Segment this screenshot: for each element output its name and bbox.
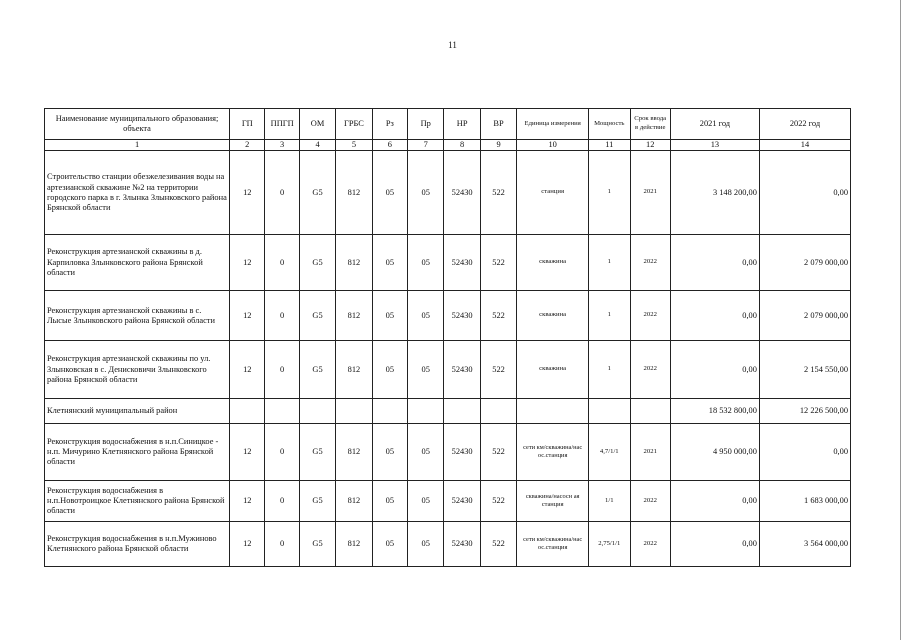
unit-cell: скважина/насосн ая станция	[517, 481, 589, 522]
amount-2021-cell: 0,00	[670, 235, 759, 291]
pr-cell: 05	[408, 341, 444, 399]
object-name: Строительство станции обезжелезивания воды на артезианской скважине №2 на территории городского парка в г. Злынка Злынковского района Брянской области	[45, 151, 230, 235]
pr-cell: 05	[408, 522, 444, 567]
header-nr: НР	[444, 109, 480, 140]
table-header-row	[45, 109, 851, 140]
grbs-cell: 812	[336, 341, 372, 399]
amount-2021-cell: 0,00	[670, 481, 759, 522]
vr-cell	[480, 399, 516, 424]
gp-cell: 12	[230, 291, 265, 341]
ppgp-cell: 0	[265, 424, 299, 481]
capacity-cell: 1/1	[589, 481, 630, 522]
column-number: 3	[265, 140, 299, 151]
nr-cell: 52430	[444, 424, 480, 481]
unit-cell: сети км/скважина/нас ос.станция	[517, 522, 589, 567]
amount-2021-cell: 0,00	[670, 341, 759, 399]
amount-2022-cell: 12 226 500,00	[759, 399, 850, 424]
amount-2022-cell: 2 079 000,00	[759, 235, 850, 291]
nr-cell: 52430	[444, 481, 480, 522]
om-cell: G5	[299, 235, 335, 291]
rz-cell: 05	[372, 341, 407, 399]
rz-cell: 05	[372, 424, 407, 481]
om-cell: G5	[299, 341, 335, 399]
grbs-cell: 812	[336, 481, 372, 522]
unit-cell: скважина	[517, 341, 589, 399]
column-number: 10	[517, 140, 589, 151]
header-capacity: Мощность	[589, 109, 630, 140]
vr-cell: 522	[480, 235, 516, 291]
unit-cell: скважина	[517, 235, 589, 291]
ppgp-cell: 0	[265, 291, 299, 341]
amount-2022-cell: 3 564 000,00	[759, 522, 850, 567]
column-number: 4	[299, 140, 335, 151]
district-name: Клетнянский муниципальный район	[45, 399, 230, 424]
pr-cell	[408, 399, 444, 424]
rz-cell: 05	[372, 291, 407, 341]
gp-cell: 12	[230, 481, 265, 522]
ppgp-cell: 0	[265, 481, 299, 522]
amount-2021-cell: 18 532 800,00	[670, 399, 759, 424]
om-cell: G5	[299, 424, 335, 481]
table-row	[45, 235, 851, 291]
unit-cell: скважина	[517, 291, 589, 341]
header-deadline: Срок ввода в действие	[630, 109, 670, 140]
ppgp-cell: 0	[265, 151, 299, 235]
table-row	[45, 341, 851, 399]
amount-2022-cell: 2 079 000,00	[759, 291, 850, 341]
object-name: Реконструкция водоснабжения в н.п.Мужиново Клетнянского района Брянской области	[45, 522, 230, 567]
column-number: 9	[480, 140, 516, 151]
vr-cell: 522	[480, 151, 516, 235]
object-name: Реконструкция артезианской скважины в д. Карпиловка Злынковского района Брянской области	[45, 235, 230, 291]
nr-cell: 52430	[444, 235, 480, 291]
column-number: 1	[45, 140, 230, 151]
budget-table	[44, 108, 851, 567]
amount-2021-cell: 0,00	[670, 522, 759, 567]
object-name: Реконструкция водоснабжения в н.п.Новотроицкое Клетнянского района Брянской области	[45, 481, 230, 522]
column-number: 13	[670, 140, 759, 151]
capacity-cell: 1	[589, 341, 630, 399]
ppgp-cell: 0	[265, 341, 299, 399]
header-name: Наименование муниципального образования; объекта	[45, 109, 230, 140]
amount-2022-cell: 2 154 550,00	[759, 341, 850, 399]
header-gp: ГП	[230, 109, 265, 140]
rz-cell	[372, 399, 407, 424]
vr-cell: 522	[480, 522, 516, 567]
grbs-cell: 812	[336, 424, 372, 481]
column-number: 8	[444, 140, 480, 151]
pr-cell: 05	[408, 151, 444, 235]
pr-cell: 05	[408, 481, 444, 522]
column-number-row	[45, 140, 851, 151]
capacity-cell: 1	[589, 151, 630, 235]
header-2021: 2021 год	[670, 109, 759, 140]
om-cell: G5	[299, 151, 335, 235]
table-row	[45, 481, 851, 522]
deadline-cell: 2022	[630, 235, 670, 291]
nr-cell	[444, 399, 480, 424]
amount-2021-cell: 4 950 000,00	[670, 424, 759, 481]
capacity-cell: 1	[589, 235, 630, 291]
grbs-cell: 812	[336, 151, 372, 235]
table-row	[45, 151, 851, 235]
om-cell: G5	[299, 291, 335, 341]
vr-cell: 522	[480, 481, 516, 522]
grbs-cell: 812	[336, 291, 372, 341]
column-number: 6	[372, 140, 407, 151]
rz-cell: 05	[372, 522, 407, 567]
vr-cell: 522	[480, 341, 516, 399]
amount-2022-cell: 0,00	[759, 151, 850, 235]
pr-cell: 05	[408, 291, 444, 341]
nr-cell: 52430	[444, 341, 480, 399]
header-om: ОМ	[299, 109, 335, 140]
table-row	[45, 522, 851, 567]
deadline-cell: 2021	[630, 151, 670, 235]
column-number: 12	[630, 140, 670, 151]
pr-cell: 05	[408, 235, 444, 291]
scan-edge-line	[900, 0, 901, 640]
gp-cell: 12	[230, 522, 265, 567]
table-row	[45, 424, 851, 481]
header-vr: ВР	[480, 109, 516, 140]
deadline-cell: 2022	[630, 481, 670, 522]
gp-cell: 12	[230, 424, 265, 481]
nr-cell: 52430	[444, 151, 480, 235]
deadline-cell: 2022	[630, 291, 670, 341]
vr-cell: 522	[480, 424, 516, 481]
capacity-cell	[589, 399, 630, 424]
deadline-cell: 2022	[630, 341, 670, 399]
capacity-cell: 4,7/1/1	[589, 424, 630, 481]
om-cell	[299, 399, 335, 424]
amount-2021-cell: 0,00	[670, 291, 759, 341]
deadline-cell: 2022	[630, 522, 670, 567]
vr-cell: 522	[480, 291, 516, 341]
object-name: Реконструкция артезианской скважины по ул. Злынковская в с. Денисковичи Злынковского района Брянской области	[45, 341, 230, 399]
district-total-row	[45, 399, 851, 424]
om-cell: G5	[299, 481, 335, 522]
gp-cell: 12	[230, 151, 265, 235]
table-row	[45, 291, 851, 341]
amount-2022-cell: 1 683 000,00	[759, 481, 850, 522]
page-number: 11	[448, 40, 457, 50]
rz-cell: 05	[372, 151, 407, 235]
capacity-cell: 1	[589, 291, 630, 341]
grbs-cell: 812	[336, 235, 372, 291]
deadline-cell: 2021	[630, 424, 670, 481]
column-number: 5	[336, 140, 372, 151]
gp-cell	[230, 399, 265, 424]
header-ppgp: ППГП	[265, 109, 299, 140]
amount-2021-cell: 3 148 200,00	[670, 151, 759, 235]
unit-cell	[517, 399, 589, 424]
rz-cell: 05	[372, 481, 407, 522]
pr-cell: 05	[408, 424, 444, 481]
header-pr: Пр	[408, 109, 444, 140]
ppgp-cell: 0	[265, 235, 299, 291]
header-grbs: ГРБС	[336, 109, 372, 140]
capacity-cell: 2,75/1/1	[589, 522, 630, 567]
rz-cell: 05	[372, 235, 407, 291]
gp-cell: 12	[230, 341, 265, 399]
unit-cell: сети км/скважина/нас ос.станция	[517, 424, 589, 481]
deadline-cell	[630, 399, 670, 424]
header-unit: Единица измерения	[517, 109, 589, 140]
nr-cell: 52430	[444, 291, 480, 341]
object-name: Реконструкция артезианской скважины в с. Лысые Злынковского района Брянской области	[45, 291, 230, 341]
grbs-cell: 812	[336, 522, 372, 567]
column-number: 2	[230, 140, 265, 151]
amount-2022-cell: 0,00	[759, 424, 850, 481]
om-cell: G5	[299, 522, 335, 567]
column-number: 11	[589, 140, 630, 151]
header-2022: 2022 год	[759, 109, 850, 140]
ppgp-cell	[265, 399, 299, 424]
column-number: 14	[759, 140, 850, 151]
ppgp-cell: 0	[265, 522, 299, 567]
nr-cell: 52430	[444, 522, 480, 567]
gp-cell: 12	[230, 235, 265, 291]
column-number: 7	[408, 140, 444, 151]
object-name: Реконструкция водоснабжения в н.п.Синицкое - н.п. Мичурино Клетнянского района Брянской области	[45, 424, 230, 481]
header-rz: Рз	[372, 109, 407, 140]
unit-cell: станция	[517, 151, 589, 235]
grbs-cell	[336, 399, 372, 424]
